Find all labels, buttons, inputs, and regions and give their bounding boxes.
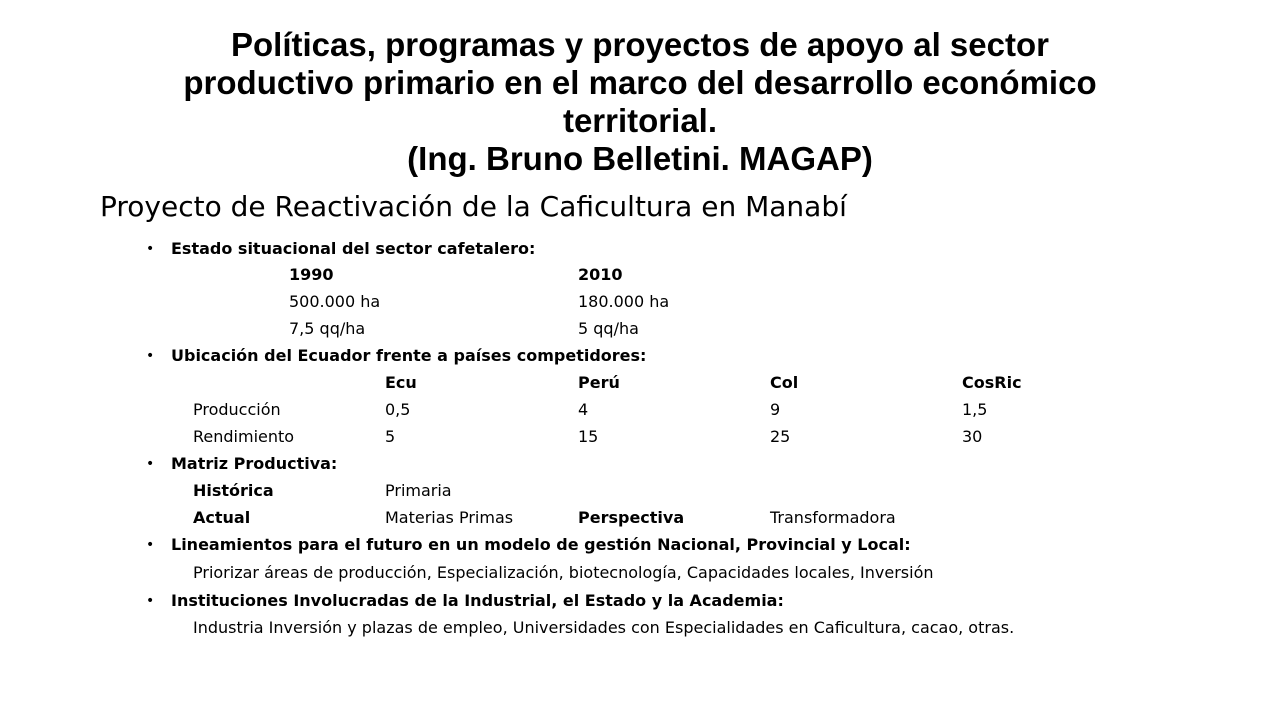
ubicacion-header-row — [0, 372, 1280, 394]
estado-heading: Estado situacional del sector cafetalero: — [171, 239, 536, 258]
rendimiento-col: 25 — [770, 427, 791, 446]
produccion-col: 9 — [770, 400, 781, 419]
col-col: Col — [770, 373, 799, 392]
slide-subtitle: Proyecto de Reactivación de la Caficultura en Manabí — [100, 190, 847, 223]
table-row — [0, 426, 1280, 448]
instituciones-text: Industria Inversión y plazas de empleo, Universidades con Especialidades en Caficultura, cacao, otras. — [193, 618, 1015, 637]
col-ecu: Ecu — [385, 373, 417, 392]
bullet-marker: • — [146, 241, 155, 257]
bullet-estado — [0, 238, 1280, 260]
area-1990: 500.000 ha — [289, 292, 381, 311]
bullet-matriz — [0, 453, 1280, 475]
matriz-heading: Matriz Productiva: — [171, 454, 338, 473]
produccion-ecu: 0,5 — [385, 400, 411, 419]
yield-1990: 7,5 qq/ha — [289, 319, 366, 338]
bullet-marker: • — [146, 537, 155, 553]
rendimiento-peru: 15 — [578, 427, 599, 446]
title-line-3: territorial. — [562, 102, 718, 139]
perspectiva-label: Perspectiva — [578, 508, 685, 527]
lineamientos-heading: Lineamientos para el futuro en un modelo de gestión Nacional, Provincial y Local: — [171, 535, 911, 554]
row-label-rendimiento: Rendimiento — [193, 427, 295, 446]
estado-yield-row — [0, 318, 1280, 340]
estado-years-row — [0, 264, 1280, 286]
lineamientos-text-row — [0, 562, 1280, 584]
year-1990: 1990 — [289, 265, 334, 284]
matriz-historica-row — [0, 480, 1280, 502]
lineamientos-text: Priorizar áreas de producción, Especialización, biotecnología, Capacidades locales, Inversión — [193, 563, 934, 582]
col-peru: Perú — [578, 373, 620, 392]
produccion-cosric: 1,5 — [962, 400, 988, 419]
actual-value: Materias Primas — [385, 508, 514, 527]
rendimiento-cosric: 30 — [962, 427, 983, 446]
col-cosric: CosRic — [962, 373, 1022, 392]
historica-label: Histórica — [193, 481, 274, 500]
estado-area-row — [0, 291, 1280, 313]
year-2010: 2010 — [578, 265, 623, 284]
instituciones-heading: Instituciones Involucradas de la Industrial, el Estado y la Academia: — [171, 591, 784, 610]
title-line-2: productivo primario en el marco del desarrollo económico — [183, 64, 1097, 101]
historica-value: Primaria — [385, 481, 452, 500]
title-line-4: (Ing. Bruno Belletini. MAGAP) — [407, 140, 873, 177]
table-row — [0, 399, 1280, 421]
title-line-1: Políticas, programas y proyectos de apoyo al sector — [231, 26, 1049, 63]
matriz-actual-row — [0, 507, 1280, 529]
perspectiva-value: Transformadora — [770, 508, 896, 527]
produccion-peru: 4 — [578, 400, 589, 419]
bullet-instituciones — [0, 590, 1280, 612]
bullet-lineamientos — [0, 534, 1280, 556]
yield-2010: 5 qq/ha — [578, 319, 639, 338]
bullet-ubicacion — [0, 345, 1280, 367]
instituciones-text-row — [0, 617, 1280, 639]
bullet-marker: • — [146, 348, 155, 364]
bullet-marker: • — [146, 593, 155, 609]
area-2010: 180.000 ha — [578, 292, 670, 311]
bullet-marker: • — [146, 456, 155, 472]
actual-label: Actual — [193, 508, 251, 527]
rendimiento-ecu: 5 — [385, 427, 396, 446]
row-label-produccion: Producción — [193, 400, 281, 419]
ubicacion-heading: Ubicación del Ecuador frente a países competidores: — [171, 346, 647, 365]
